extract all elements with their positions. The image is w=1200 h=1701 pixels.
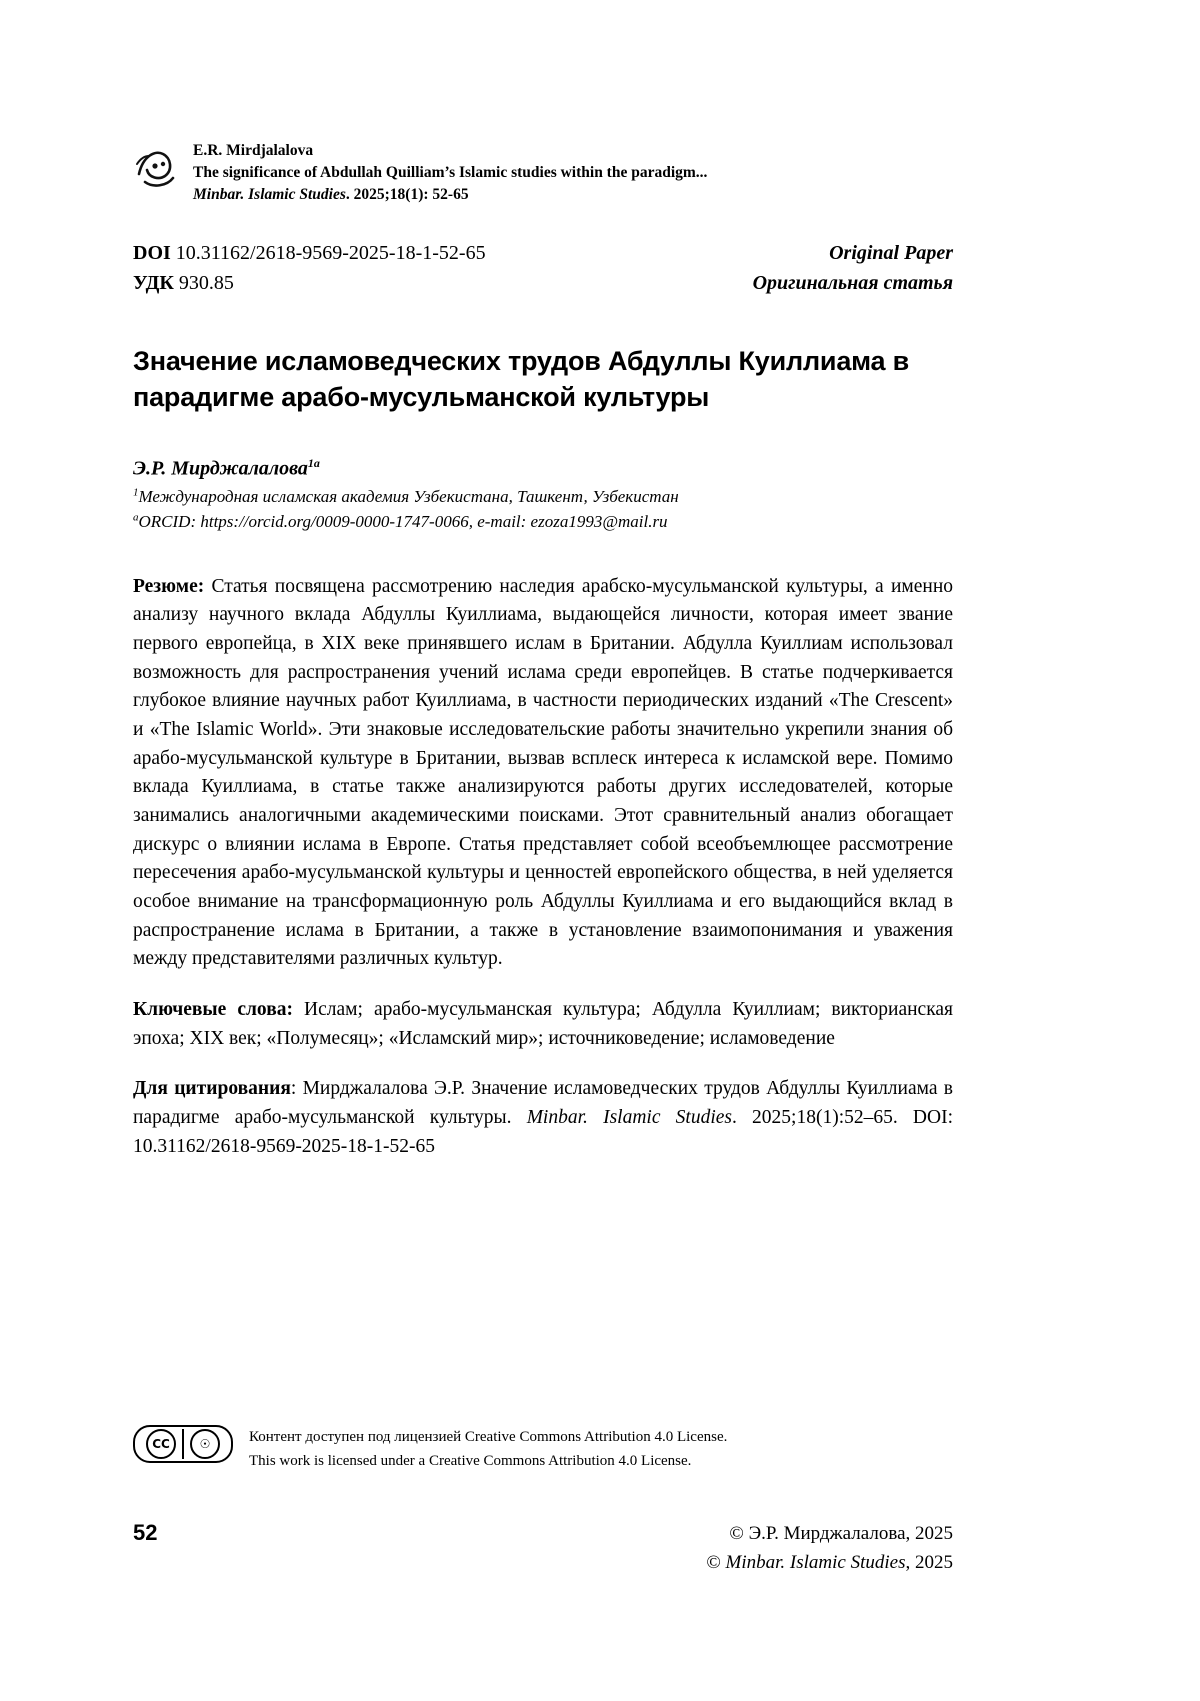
running-head — [133, 140, 953, 206]
cc-by-icon: ☉ — [190, 1429, 220, 1459]
keywords-text: Ислам; арабо-мусульманская культура; Абдулла Куиллиам; викторианская эпоха; XIX век; «Полумесяц»; «Исламский мир»; источниковедение; исламоведение — [133, 998, 954, 1049]
running-head-text — [193, 140, 707, 206]
udk-line — [133, 268, 486, 298]
abstract-label: Резюме: — [133, 575, 205, 597]
article-content — [133, 140, 953, 1161]
running-head-journal-name: Minbar. Islamic Studies — [193, 186, 346, 203]
cc-icon: CC — [146, 1429, 176, 1459]
abstract-text: Статья посвящена рассмотрению наследия арабско-мусульманской культуры, а именно анализу научного вклада Абдуллы Куиллиама, выдающейся личности, которая имеет звание первого европейца, в XIX веке принявшего ислам в Британии. Абдулла Куиллиам использовал возможность для распространения учений ислама среди европейцев. В статье подчеркивается глубокое влияние научных работ Куиллиама, в частности периодических изданий «The Crescent» и «The Islamic World». Эти знаковые исследовательские работы значительно укрепили знания об арабо-мусульманской культуре в Британии, вызвав всплеск интереса к исламской вере. Помимо вклада Куиллиама, в статье также анализируются работы других исследователей, которые занимались аналогичными академическими поисками. Этот сравнительный анализ обогащает дискурс о влиянии ислама в Европе. Статья представляет собой всеобъемлющее рассмотрение пересечения арабо-мусульманской культуры и ценностей европейского общества, в ней уделяется особое внимание на трансформационную роль Абдуллы Куиллиама и его выдающийся вклад в распространение ислама в Британии, а также в установление взаимопонимания и уважения между представителями различных культур. — [133, 575, 953, 970]
doi-label: DOI — [133, 242, 171, 264]
copyright-journal-name: Minbar. Islamic Studies — [725, 1551, 906, 1573]
running-head-title: The significance of Abdullah Quilliam’s Islamic studies within the paradigm... — [193, 164, 708, 181]
running-head-journal-issue: . 2025;18(1): 52-65 — [345, 186, 469, 203]
citation-text-after: . 2025;18(1):52–65. DOI: 10.31162/2618-9569-2025-18-1-52-65 — [133, 1106, 954, 1157]
creative-commons-badge-icon[interactable] — [133, 1425, 233, 1463]
license-line-en: This work is licensed under a Creative Commons Attribution 4.0 License. — [249, 1453, 692, 1469]
journal-logo-icon — [133, 144, 179, 192]
copyright-symbol: © — [706, 1551, 726, 1573]
license-line-ru: Контент доступен под лицензией Creative Commons Attribution 4.0 License. — [249, 1429, 728, 1445]
orcid-marker: а — [133, 511, 139, 524]
copyright-block — [706, 1520, 953, 1577]
page-footer — [133, 1520, 953, 1577]
running-head-author: E.R. Mirdjalalova — [193, 142, 314, 159]
abstract-block — [133, 573, 953, 974]
running-head-journal — [193, 184, 707, 206]
license-text — [249, 1425, 727, 1473]
identifier-block — [133, 238, 486, 298]
license-block — [133, 1425, 953, 1473]
article-type-ru: Оригинальная статья — [752, 272, 953, 294]
keywords-block — [133, 996, 953, 1053]
copyright-journal — [706, 1549, 953, 1578]
citation-block — [133, 1075, 953, 1161]
citation-text-before: : Мирджалалова Э.Р. Значение исламоведческих трудов Абдуллы Куиллиама в парадигме арабо-мусульманской культуры. — [133, 1078, 953, 1128]
orcid-line — [133, 510, 953, 535]
citation-journal: Minbar. Islamic Studies — [526, 1106, 732, 1128]
copyright-author: © Э.Р. Мирджалалова, 2025 — [729, 1523, 953, 1544]
affiliation-line — [133, 485, 953, 510]
author-line — [133, 456, 953, 481]
meta-row — [133, 238, 953, 298]
page-number: 52 — [133, 1520, 158, 1545]
affiliation-text: Международная исламская академия Узбекистана, Ташкент, Узбекистан — [138, 487, 679, 507]
author-name: Э.Р. Мирджалалова — [133, 457, 308, 480]
udk-value: 930.85 — [178, 272, 234, 294]
doi-line — [133, 238, 486, 268]
badge-divider — [182, 1429, 184, 1459]
udk-label: УДК — [133, 272, 174, 294]
orcid-text[interactable]: ORCID: https://orcid.org/0009-0000-1747-0066, e-mail: ezoza1993@mail.ru — [138, 512, 668, 532]
doi-value[interactable]: 10.31162/2618-9569-2025-18-1-52-65 — [175, 242, 486, 264]
article-type-block — [753, 238, 953, 298]
copyright-year: , 2025 — [905, 1551, 953, 1573]
affiliation-marker: 1 — [133, 486, 139, 499]
keywords-label: Ключевые слова: — [133, 998, 293, 1020]
citation-label: Для цитирования — [133, 1078, 291, 1100]
page-title: Значение исламоведческих трудов Абдуллы Куиллиама в парадигме арабо-мусульманской культуры — [133, 346, 910, 412]
article-type-en: Original Paper — [829, 242, 953, 264]
author-affil-marker: 1а — [307, 455, 320, 470]
